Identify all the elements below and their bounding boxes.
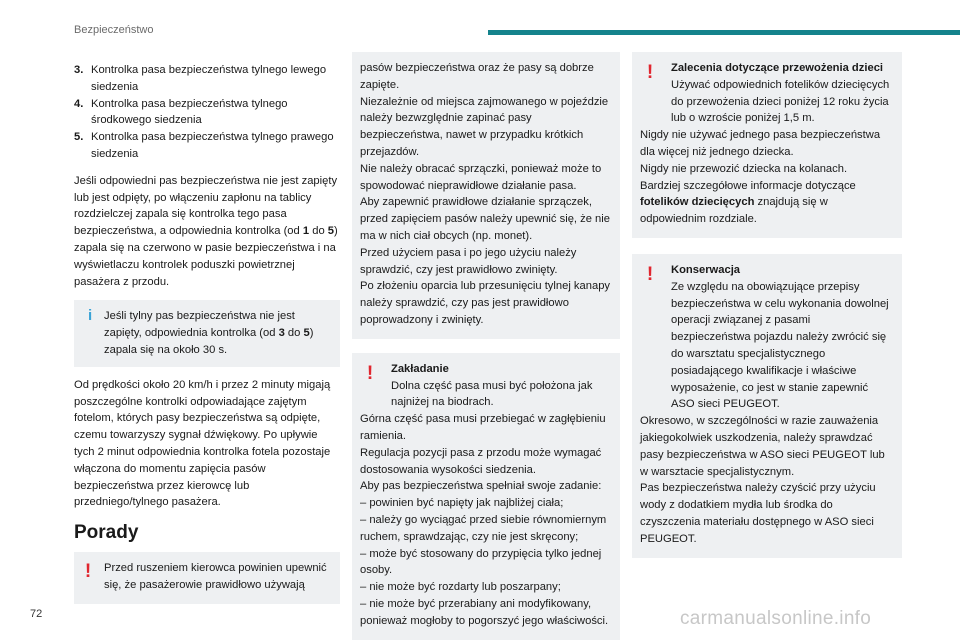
page-number: 72 — [30, 608, 43, 620]
box-line: Nigdy nie przewozić dziecka na kolanach. — [640, 162, 848, 175]
info-note-box — [74, 300, 340, 366]
box-line: Niezależnie od miejsca zajmowanego w pojeździe należy bezwzględnie zapinać pasy bezpieczeństwa, nawet w przypadku krótkich przejazdów. — [360, 95, 609, 158]
exclamation-icon: ! — [84, 560, 92, 582]
box-line: Regulacja pozycji pasa z przodu może wymagać dostosowania wysokości siedzenia. — [360, 446, 602, 476]
box-line: Aby zapewnić prawidłowe działanie sprzączek, przed zapięciem pasów należy upewnić się, że nie ma w nich ciał obcych (np. monet). — [360, 196, 610, 242]
box-line: Okresowo, w szczególności w razie zauważenia jakiegokolwiek uszkodzenia, należy sprawdzać pasy bezpieczeństwa w ASO sieci PEUGEOT lub w warsztacie specjalistycznym. — [640, 415, 885, 478]
page-header-title: Bezpieczeństwo — [74, 24, 154, 36]
item-text: Kontrolka pasa bezpieczeństwa tylnego lewego siedzenia — [91, 64, 327, 93]
tip-continuation-box — [352, 52, 620, 339]
box-line: – nie może być przerabiany ani modyfikowany, ponieważ mogłoby to pogorszyć jego właściwości. — [360, 597, 609, 627]
tip-box — [74, 552, 340, 604]
tip-text: Przed ruszeniem kierowca powinien upewnić się, że pasażerowie prawidłowo używają — [104, 561, 327, 591]
box-line: Górna część pasa musi przebiegać w zagłębieniu ramienia. — [360, 413, 606, 442]
box-line: Aby pas bezpieczeństwa spełniał swoje zadanie: — [360, 480, 602, 493]
column-left — [74, 62, 340, 604]
item-text: Kontrolka pasa bezpieczeństwa tylnego prawego siedzenia — [91, 131, 334, 160]
box-first-line: Dolna część pasa musi być położona jak najniżej na biodrach. — [391, 379, 593, 409]
box-line: Bardziej szczegółowe informacje dotyczące fotelików dziecięcych znajdują się w odpowiednim rozdziale. — [640, 179, 856, 226]
item-number: 3. — [74, 64, 84, 76]
box-line: – należy go wyciągać przed siebie równomiernym ruchem, sprawdzając, czy nie jest skręcony; — [360, 513, 607, 543]
watermark: carmanualsonline.info — [680, 608, 872, 629]
list-item — [74, 96, 340, 130]
box-line: Nie należy obracać sprzączki, ponieważ może to spowodować nieprawidłowe działanie pasa. — [360, 162, 602, 192]
box-line: pasów bezpieczeństwa oraz że pasy są dobrze zapięte. — [360, 62, 594, 91]
item-number: 4. — [74, 97, 84, 110]
box-line: Nigdy nie używać jednego pasa bezpieczeństwa dla więcej niż jednego dziecka. — [640, 129, 881, 158]
info-note-text: Jeśli tylny pas bezpieczeństwa nie jest zapięty, odpowiednia kontrolka (od 3 do 5) zapala się na około 30 s. — [104, 310, 314, 356]
box-line: Po złożeniu oparcia lub przesunięciu tylnej kanapy należy sprawdzić, czy pas jest prawidłowo poprowadzony i zwinięty. — [360, 280, 611, 326]
item-text: Kontrolka pasa bezpieczeństwa tylnego środkowego siedzenia — [91, 97, 288, 127]
exclamation-icon: ! — [646, 263, 654, 285]
info-icon: i — [88, 307, 93, 325]
list-item — [74, 129, 340, 163]
box-title: Zakładanie — [391, 362, 449, 375]
box-line: Pas bezpieczeństwa należy czyścić przy użyciu wody z dodatkiem mydła lub środka do czyszczenia materiału dostępnego w ASO sieci PEUGEOT. — [640, 482, 876, 545]
box-line: Przed użyciem pasa i po jego użyciu należy sprawdzić, czy jest prawidłowo zwinięty. — [360, 246, 577, 276]
box-first-line: Używać odpowiednich fotelików dziecięcych do przewożenia dzieci poniżej 12 roku życia lub o wzroście poniżej 1,5 m. — [671, 78, 890, 125]
exclamation-icon: ! — [366, 362, 374, 384]
box-title: Konserwacja — [671, 263, 741, 276]
paragraph-warning-lights: Jeśli odpowiedni pas bezpieczeństwa nie jest zapięty lub jest odpięty, po włączeniu zapłonu na tablicy rozdzielczej zapala się kontrolka tego pasa bezpieczeństwa, a odpowiednia kontrolka (od 1 do 5) zapala się na czerwono w pasie bezpieczeństwa i na wyświetlaczu kontrolek poduszki powietrznej pasażera z przodu. — [74, 174, 338, 288]
exclamation-icon: ! — [646, 62, 654, 83]
section-title-porady: Porady — [74, 522, 139, 544]
box-title: Zalecenia dotyczące przewożenia dzieci — [671, 62, 884, 74]
numbered-list — [74, 62, 340, 163]
column-middle — [352, 52, 620, 640]
paragraph-speed-warning: Od prędkości około 20 km/h i przez 2 minuty migają poszczególne kontrolki odpowiadające zajętym fotelom, których pasy bezpieczeństwa są odpięte, czemu towarzyszy sygnał dźwiękowy. Po upływie tych 2 minut odpowiednia kontrolka fotela pozostaje włączona do momentu zapięcia pasów bezpieczeństwa przez kierowcę lub przedniego/tylnego pasażera. — [74, 378, 331, 509]
maintenance-box — [632, 254, 902, 558]
header-accent-bar — [488, 30, 960, 35]
box-first-line: Ze względu na obowiązujące przepisy bezpieczeństwa w celu wykonania dowolnej operacji związanej z pasami bezpieczeństwa pojazdu należy zwrócić się do warsztatu specjalistycznego posiadającego kwalifikacje i właściwe wyposażenie, co jest w stanie zapewnić ASO sieci PEUGEOT. — [671, 280, 889, 411]
fastening-box — [352, 353, 620, 640]
item-number: 5. — [74, 131, 84, 144]
box-line: – powinien być napięty jak najbliżej ciała; — [360, 497, 564, 510]
box-line: – nie może być rozdarty lub poszarpany; — [360, 581, 561, 594]
child-transport-box — [632, 52, 902, 238]
column-right — [632, 52, 902, 558]
list-item — [74, 62, 340, 96]
box-line: – może być stosowany do przypięcia tylko jednej osoby. — [360, 547, 602, 577]
